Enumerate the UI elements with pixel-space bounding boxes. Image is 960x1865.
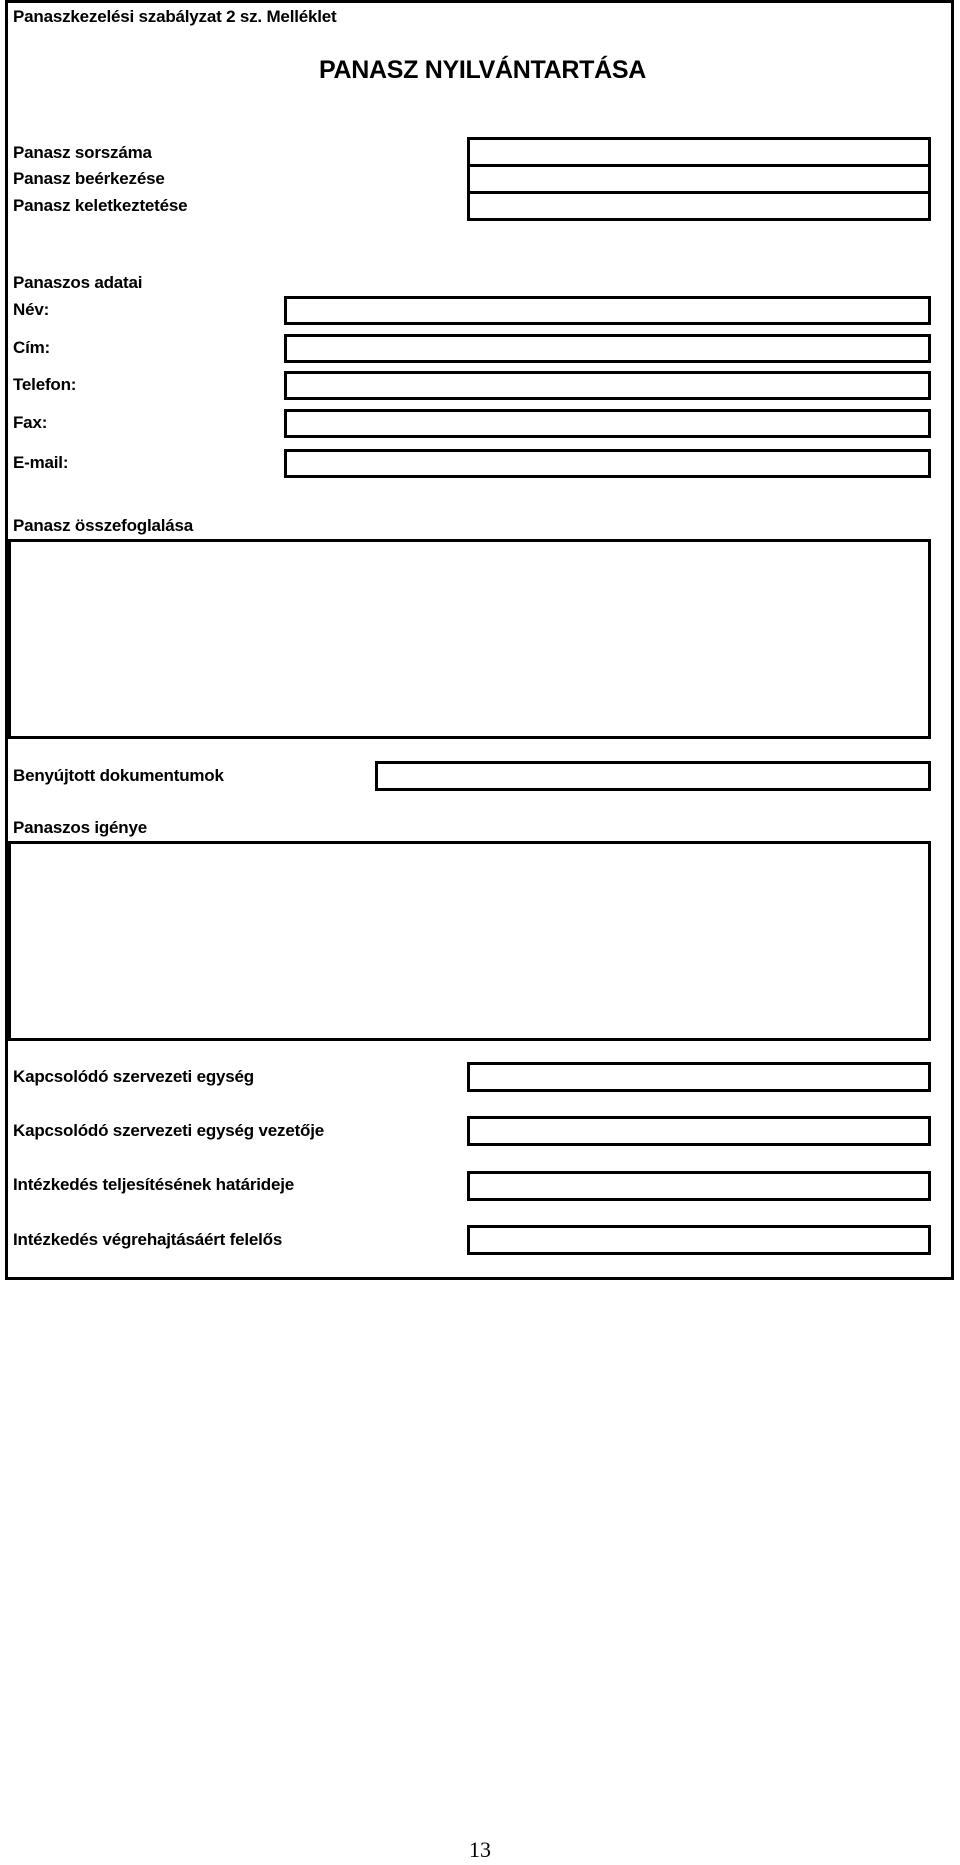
responsible-field[interactable] (467, 1225, 931, 1255)
received-field[interactable] (467, 164, 931, 194)
documents-field[interactable] (375, 761, 931, 791)
received-label: Panasz beérkezése (13, 169, 165, 188)
address-field[interactable] (284, 334, 931, 363)
form-title: PANASZ NYILVÁNTARTÁSA (318, 56, 647, 84)
unit-head-field[interactable] (467, 1116, 931, 1146)
claim-label: Panaszos igénye (13, 818, 148, 837)
summary-textarea[interactable] (8, 539, 931, 739)
deadline-field[interactable] (467, 1171, 931, 1201)
deadline-label: Intézkedés teljesítésének határideje (13, 1175, 294, 1194)
origin-date-label: Panasz keletkeztetése (13, 196, 188, 215)
serial-field[interactable] (467, 137, 931, 167)
unit-label: Kapcsolódó szervezeti egység (13, 1067, 254, 1086)
name-field[interactable] (284, 296, 931, 325)
annex-label: Panaszkezelési szabályzat 2 sz. Melléklet (13, 7, 337, 26)
responsible-label: Intézkedés végrehajtásáért felelős (13, 1230, 283, 1249)
unit-field[interactable] (467, 1062, 931, 1092)
name-label: Név: (13, 300, 50, 319)
claim-textarea[interactable] (8, 841, 931, 1041)
form-frame (5, 0, 954, 1280)
documents-label: Benyújtott dokumentumok (13, 766, 224, 785)
origin-date-field[interactable] (467, 191, 931, 221)
summary-label: Panasz összefoglalása (13, 516, 194, 535)
phone-field[interactable] (284, 371, 931, 400)
unit-head-label: Kapcsolódó szervezeti egység vezetője (13, 1121, 325, 1140)
complainant-section-label: Panaszos adatai (13, 273, 143, 292)
email-field[interactable] (284, 449, 931, 478)
fax-label: Fax: (13, 413, 48, 432)
address-label: Cím: (13, 338, 50, 357)
email-label: E-mail: (13, 453, 69, 472)
fax-field[interactable] (284, 409, 931, 438)
page-number: 13 (469, 1837, 491, 1862)
serial-label: Panasz sorszáma (13, 143, 152, 162)
phone-label: Telefon: (13, 375, 77, 394)
